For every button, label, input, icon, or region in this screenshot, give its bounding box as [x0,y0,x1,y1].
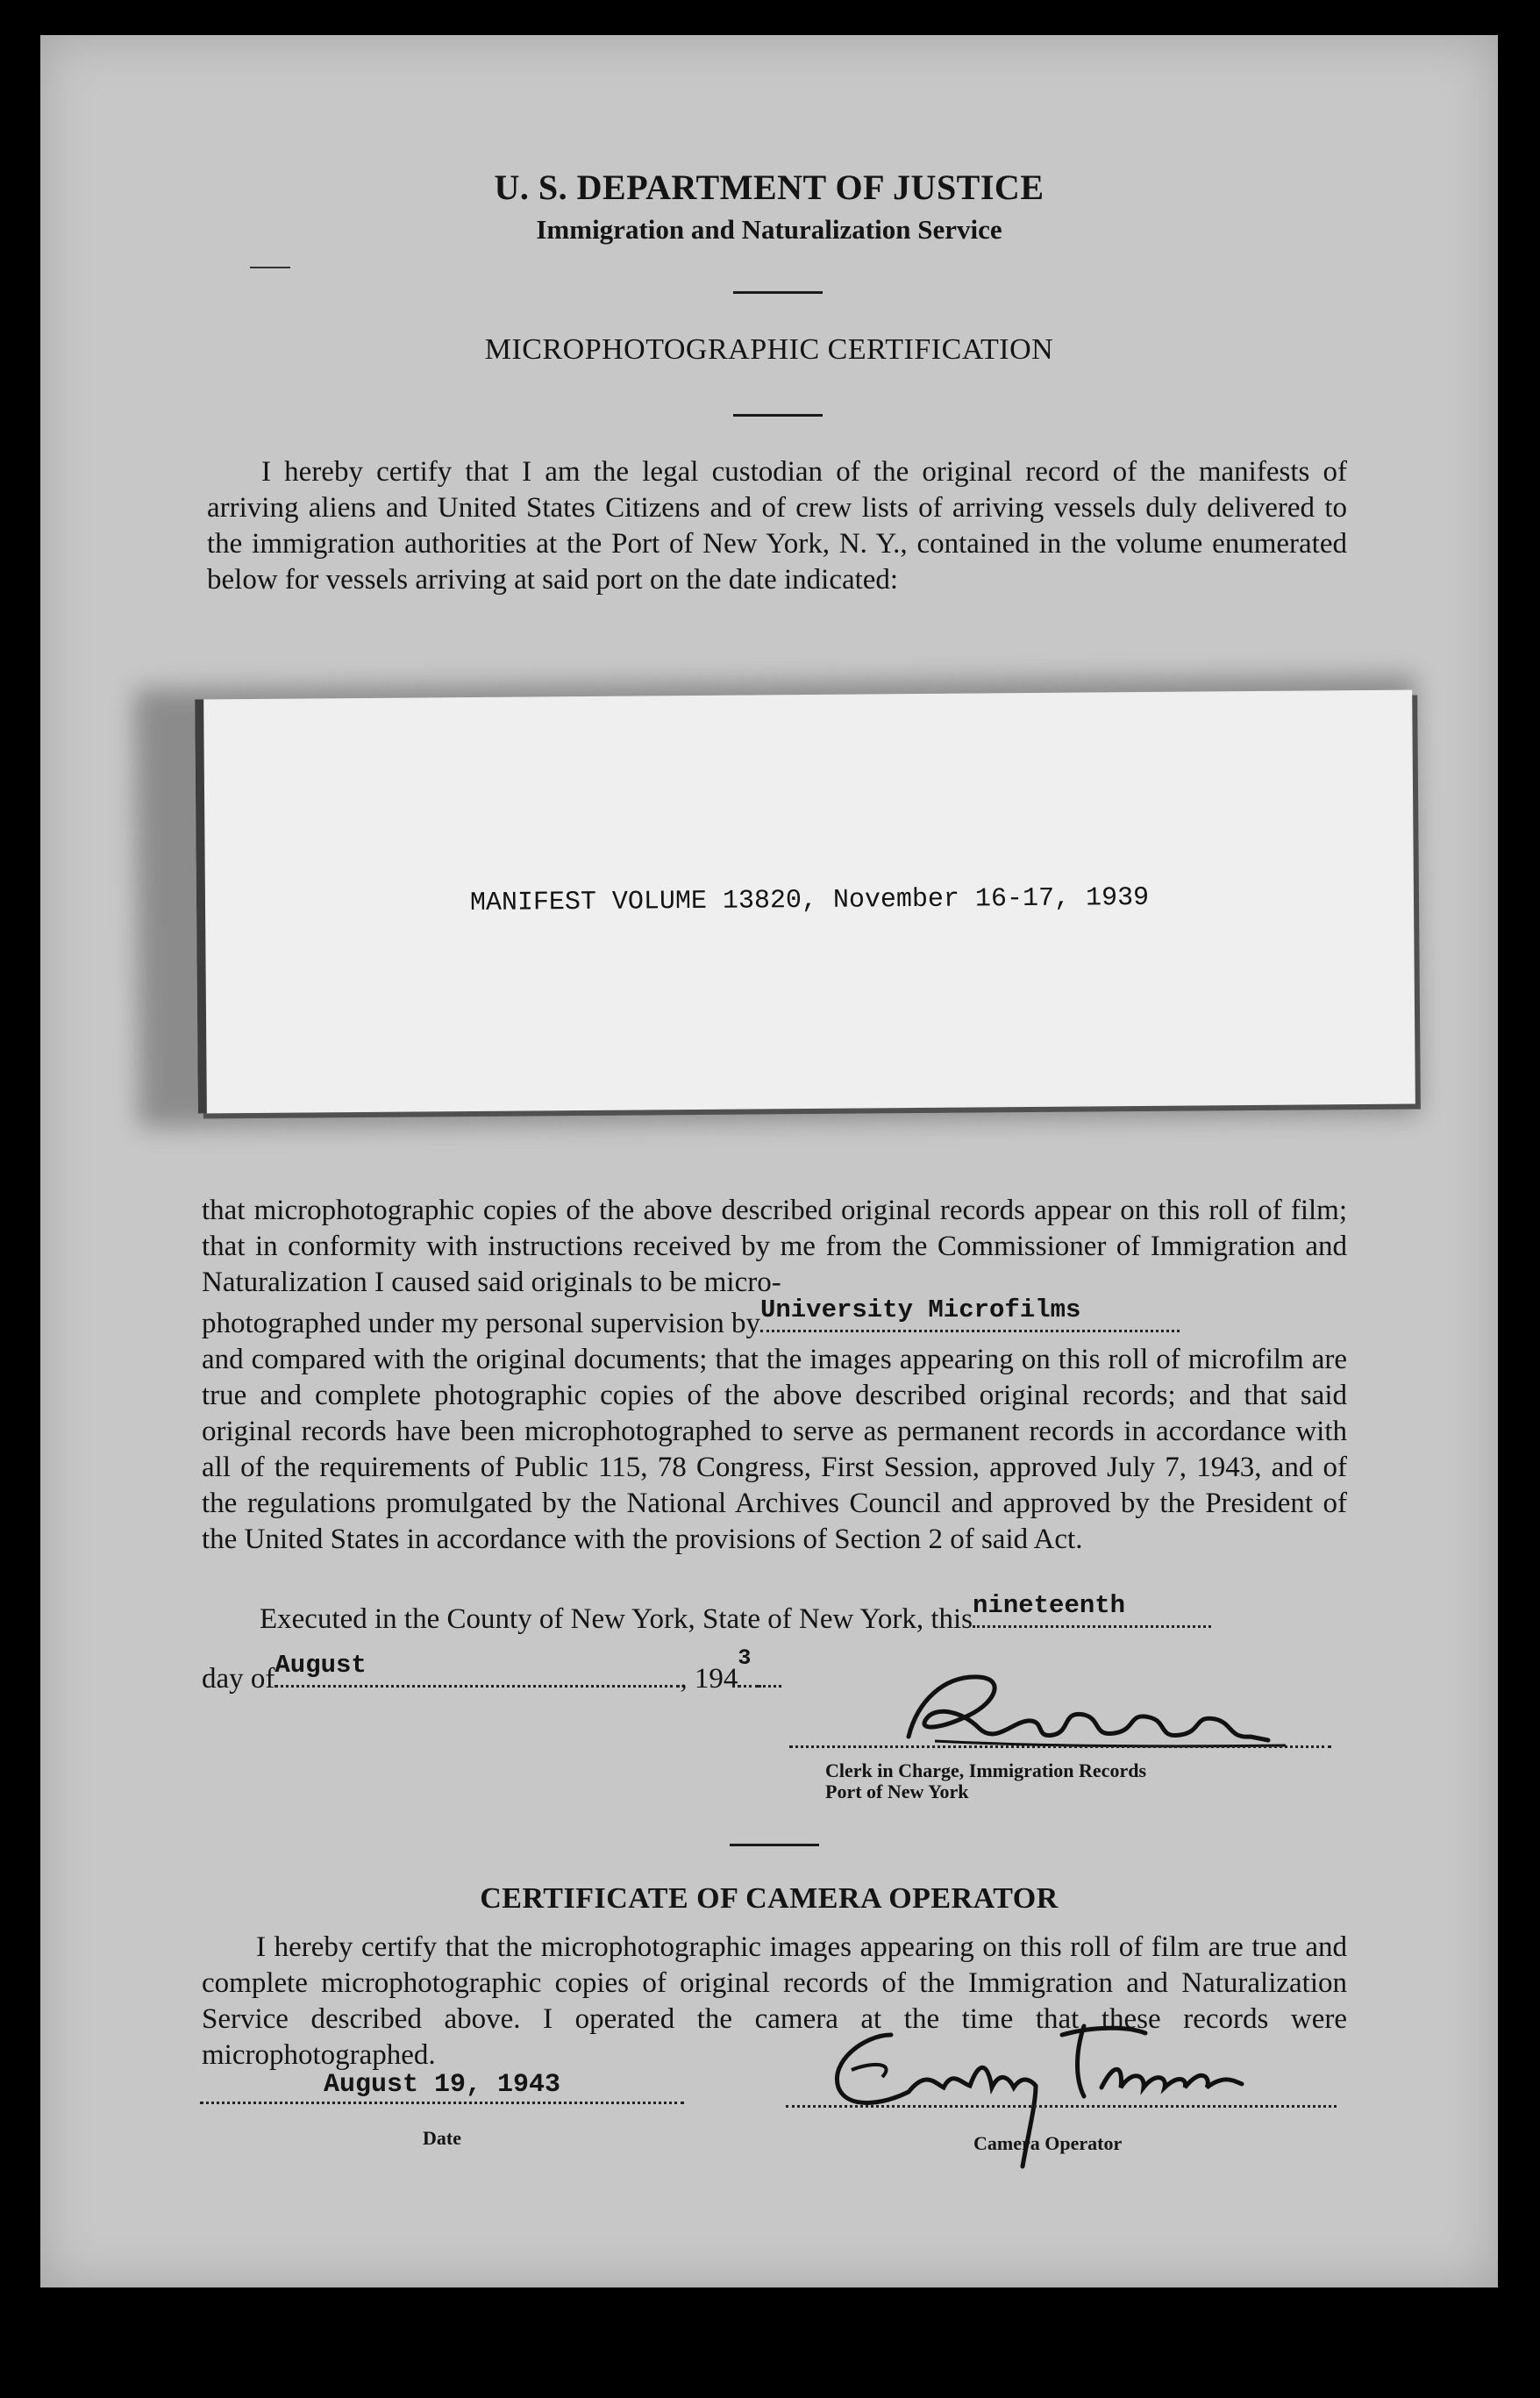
day-field [973,1591,1211,1628]
month-value: August [274,1651,367,1680]
day-value: nineteenth [973,1591,1126,1620]
body-start-text: that microphotographic copies of the above described original records appear on this roll of film; that in conformity with instructions received by me from the Commissioner of Immigration and Naturalization I caused said originals to be micro- [202,1195,1347,1298]
manifest-volume-slip [195,690,1415,1114]
service-subheading: Immigration and Naturalization Service [536,214,1002,245]
year-dots [759,1656,781,1688]
manifest-volume-label: MANIFEST VOLUME 13820, November 16-17, 1939 [469,882,1150,919]
operator-date-value: August 19, 1943 [323,2070,561,2100]
camera-operator-heading: CERTIFICATE OF CAMERA OPERATOR [480,1882,1059,1915]
supervision-line [202,1295,1347,1342]
day-of-label: day of [202,1663,275,1695]
operator-date-field [200,2072,684,2104]
supervised-by-value: University Microfilms [759,1295,1081,1324]
clerk-title-line-2: Port of New York [825,1781,969,1802]
certification-body [202,1193,1347,1558]
custodian-statement: I hereby certify that I am the legal custodian of the original record of the manifests of arriving aliens and United States Citizens and of crew lists of arriving vessels duly delivered to the immigration authorities at the Port of New York, N. Y., contained in the volume enumerated below for vessels arriving at said port on the date indicated: [207,456,1347,596]
camera-operator-statement: I hereby certify that the microphotographic images appearing on this roll of film are true and complete microphotographic copies of original records of the Immigration and Naturalization Service described above. I operated the camera at the time that these records were microphotographed. [202,1931,1347,2071]
body-end-text: and compared with the original documents; that the images appearing on this roll of microfilm are true and complete photographic copies of the above described original records; and that said original records have been microphotographed to serve as permanent records in accordance with all of the requirements of Public 115, 78 Congress, First Session, approved July 7, 1943, and of the regulations promulgated by the National Archives Council and approved by the President of the United States in accordance with the provisions of Section 2 of said Act. [202,1344,1347,1555]
clerk-signature [882,1666,1303,1767]
supervision-prefix: photographed under my personal supervision by [202,1308,760,1339]
operator-signature-line [786,2105,1337,2108]
divider-rule [730,1844,819,1846]
divider-rule [733,291,823,294]
year-prefix: 194 [694,1663,738,1695]
divider-rule [733,414,823,417]
clerk-title-line-1: Clerk in Charge, Immigration Records [825,1759,1147,1781]
certificate-page [40,35,1498,2287]
certification-title: MICROPHOTOGRAPHIC CERTIFICATION [484,333,1054,366]
department-heading: U. S. DEPARTMENT OF JUSTICE [494,168,1044,207]
supervised-by-field [759,1295,1180,1332]
camera-operator-label: Camera Operator [973,2132,1123,2154]
year-field [738,1645,759,1688]
stray-mark [250,267,290,268]
clerk-signature-line [789,1745,1331,1748]
date-line: day of August , 194 3 [202,1656,781,1697]
executed-line [260,1591,1211,1638]
clerk-title [825,1760,1146,1802]
year-digit: 3 [738,1645,752,1671]
executed-prefix: Executed in the County of New York, State of New York, this [260,1603,973,1635]
operator-date-label: Date [423,2127,461,2149]
camera-operator-signature [812,2000,1268,2188]
